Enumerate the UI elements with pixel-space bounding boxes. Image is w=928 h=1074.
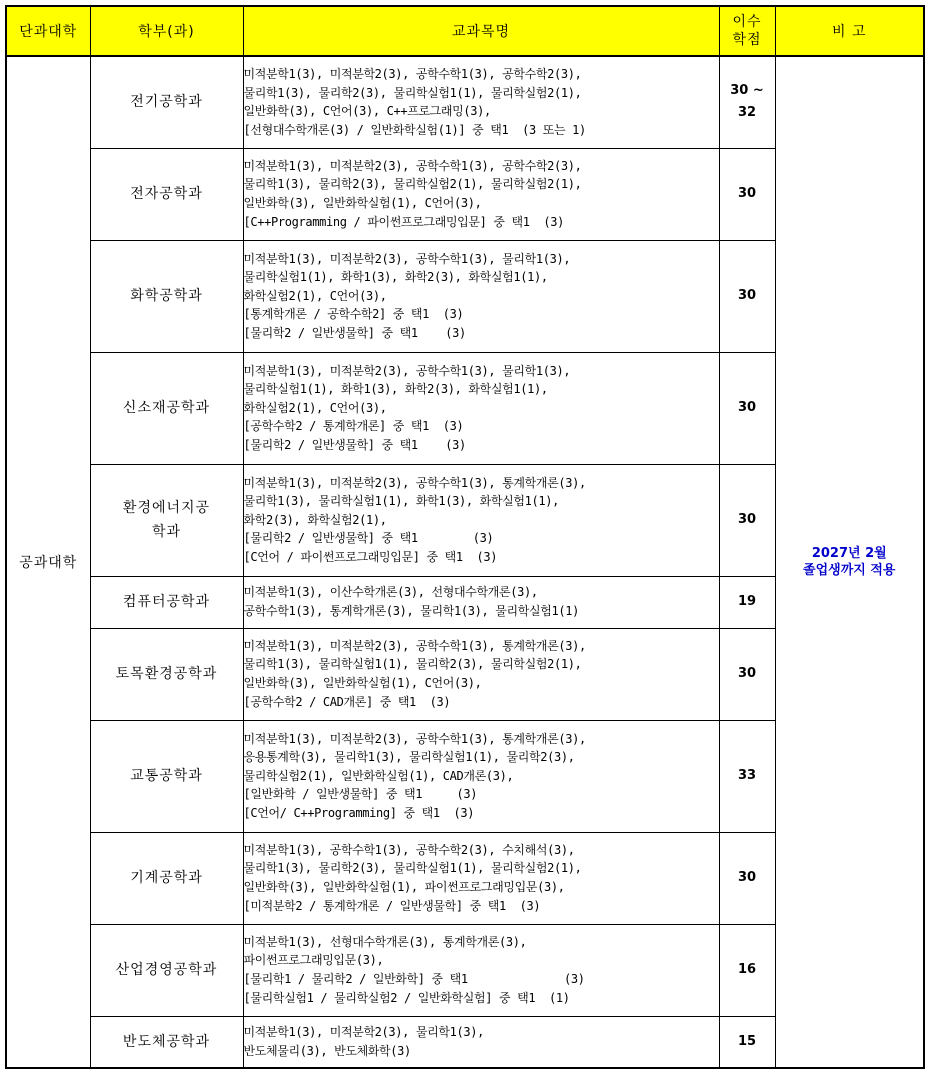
course-line: 미적분학1(3), 미적분학2(3), 물리학1(3), — [243, 1025, 485, 1040]
course-line: 파이썬프로그래밍입문(3), — [243, 953, 384, 968]
department-cell — [90, 56, 243, 148]
course-line: 물리학1(3), 물리학실험1(1), 물리학2(3), 물리학실험2(1), — [243, 657, 582, 672]
table-row — [6, 56, 924, 148]
department-name: 컴퓨터공학과 — [122, 594, 211, 610]
header-credits-line2: 학점 — [732, 32, 762, 48]
course-line: 화학실험2(1), C언어(3), — [243, 400, 387, 415]
course-line: 일반화학(3), 일반화학실험(1), C언어(3), — [243, 196, 482, 210]
header-department: 학부(과) — [90, 6, 243, 56]
header-courses: 교과목명 — [243, 6, 719, 56]
course-line: [C++Programming / 파이썬프로그래밍입문] 중 택1 (3) — [243, 214, 565, 229]
course-line: [C언어/ C++Programming] 중 택1 (3) — [243, 805, 475, 820]
course-line: 미적분학1(3), 미적분학2(3), 공학수학1(3), 물리학1(3), — [243, 251, 571, 266]
credits-cell — [719, 1016, 775, 1068]
course-line: 미적분학1(3), 미적분학2(3), 공학수학1(3), 공학수학2(3), — [243, 158, 582, 173]
course-line: [일반화학 / 일반생물학] 중 택1 (3) — [243, 787, 478, 802]
header-row — [6, 6, 924, 56]
credits-value: 30 — [737, 186, 757, 201]
credits-value: 30 — [737, 870, 757, 885]
course-line: 일반화학(3), 일반화학실험(1), C언어(3), — [243, 676, 482, 690]
credits-cell — [719, 720, 775, 832]
credits-cell — [719, 832, 775, 924]
department-cell — [90, 148, 243, 240]
course-line: 물리학실험1(1), 화학1(3), 화학2(3), 화학실험1(1), — [243, 270, 548, 285]
department-name: 기계공학과 — [130, 870, 203, 886]
header-credits-line1: 이수 — [732, 14, 762, 30]
courses-cell — [243, 352, 719, 464]
header-college: 단과대학 — [6, 6, 90, 56]
college-cell: 공과대학 — [6, 56, 90, 1068]
course-line: [물리학2 / 일반생물학] 중 택1 (3) — [243, 531, 494, 546]
course-line: [통계학개론 / 공학수학2] 중 택1 (3) — [243, 307, 464, 322]
note-cell — [775, 56, 924, 1068]
department-cell — [90, 464, 243, 576]
department-name: 전자공학과 — [130, 186, 203, 202]
course-line: [물리학1 / 물리학2 / 일반화학] 중 택1 (3) — [243, 972, 585, 986]
course-line: [선형대수학개론(3) / 일반화학실험(1)] 중 택1 (3 또는 1) — [243, 122, 586, 137]
courses-cell — [243, 1016, 719, 1068]
course-line: 일반화학(3), 일반화학실험(1), 파이썬프로그래밍입문(3), — [243, 880, 565, 894]
department-cell — [90, 720, 243, 832]
credits-value: 30 — [737, 666, 757, 681]
course-line: [물리학실험1 / 물리학실험2 / 일반화학실험] 중 택1 (1) — [243, 990, 570, 1005]
course-line: [미적분학2 / 통계학개론 / 일반생물학] 중 택1 (3) — [243, 898, 541, 913]
department-cell — [90, 628, 243, 720]
credits-cell — [719, 924, 775, 1016]
header-note: 비 고 — [775, 6, 924, 56]
course-line: 미적분학1(3), 미적분학2(3), 공학수학1(3), 통계학개론(3), — [243, 731, 586, 746]
credits-value: 30 — [737, 400, 757, 415]
course-line: 화학2(3), 화학실험2(1), — [243, 512, 387, 527]
courses-cell — [243, 924, 719, 1016]
course-line: 물리학실험2(1), 일반화학실험(1), CAD개론(3), — [243, 768, 514, 783]
course-line: 미적분학1(3), 미적분학2(3), 공학수학1(3), 공학수학2(3), — [243, 67, 582, 82]
courses-cell — [243, 628, 719, 720]
department-name: 토목환경공학과 — [115, 666, 218, 682]
department-cell — [90, 576, 243, 628]
course-line: 물리학실험1(1), 화학1(3), 화학2(3), 화학실험1(1), — [243, 382, 548, 397]
course-line: 일반화학(3), C언어(3), C++프로그래밍(3), — [243, 104, 491, 119]
courses-cell — [243, 720, 719, 832]
courses-cell — [243, 832, 719, 924]
course-line: 응용통계학(3), 물리학1(3), 물리학실험1(1), 물리학2(3), — [243, 750, 575, 765]
department-cell — [90, 240, 243, 352]
course-line: [C언어 / 파이썬프로그래밍입문] 중 택1 (3) — [243, 549, 498, 564]
courses-cell — [243, 56, 719, 148]
credits-cell — [719, 628, 775, 720]
department-name: 전기공학과 — [130, 94, 203, 111]
department-name: 환경에너지공 — [122, 500, 211, 516]
course-line: 미적분학1(3), 미적분학2(3), 공학수학1(3), 통계학개론(3), — [243, 638, 586, 653]
department-name: 산업경영공학과 — [115, 962, 218, 978]
note-line: 2027년 2월 — [811, 546, 887, 561]
table-body — [6, 56, 924, 1068]
course-line: [물리학2 / 일반생물학] 중 택1 (3) — [243, 325, 466, 340]
credits-value: 16 — [737, 962, 757, 977]
credits-value: 19 — [737, 594, 757, 609]
department-name: 화학공학과 — [130, 288, 203, 304]
course-line: [공학수학2 / 통계학개론] 중 택1 (3) — [243, 419, 464, 434]
course-line: 미적분학1(3), 미적분학2(3), 공학수학1(3), 통계학개론(3), — [243, 475, 586, 490]
course-line: 미적분학1(3), 공학수학1(3), 공학수학2(3), 수치해석(3), — [243, 842, 575, 857]
course-line: 화학실험2(1), C언어(3), — [243, 288, 387, 303]
course-line: 미적분학1(3), 이산수학개론(3), 선형대수학개론(3), — [243, 585, 538, 600]
note-line: 졸업생까지 적용 — [803, 563, 896, 578]
courses-cell — [243, 576, 719, 628]
credits-cell — [719, 352, 775, 464]
course-line: 물리학1(3), 물리학2(3), 물리학실험2(1), 물리학실험2(1), — [243, 177, 582, 192]
department-cell — [90, 1016, 243, 1068]
credits-cell — [719, 464, 775, 576]
credits-cell — [719, 148, 775, 240]
course-line: [물리학2 / 일반생물학] 중 택1 (3) — [243, 437, 466, 452]
course-line: 물리학1(3), 물리학2(3), 물리학실험1(1), 물리학실험2(1), — [243, 861, 582, 876]
credits-value: 30 ~ — [730, 83, 764, 99]
course-line: 미적분학1(3), 선형대수학개론(3), 통계학개론(3), — [243, 934, 527, 949]
department-name: 반도체공학과 — [122, 1033, 211, 1050]
course-line: 반도체물리(3), 반도체화학(3) — [243, 1043, 411, 1058]
credits-value: 30 — [737, 512, 757, 527]
credits-value: 33 — [737, 768, 757, 783]
credits-value: 30 — [737, 288, 757, 303]
course-line: 공학수학1(3), 통계학개론(3), 물리학1(3), 물리학실험1(1) — [243, 604, 579, 618]
course-line: [공학수학2 / CAD개론] 중 택1 (3) — [243, 694, 451, 709]
courses-cell — [243, 148, 719, 240]
course-line: 물리학1(3), 물리학실험1(1), 화학1(3), 화학실험1(1), — [243, 494, 560, 509]
courses-cell — [243, 464, 719, 576]
department-cell — [90, 832, 243, 924]
department-name: 학과 — [151, 524, 182, 540]
header-credits — [719, 6, 775, 56]
department-name: 신소재공학과 — [122, 400, 211, 416]
credits-value: 32 — [737, 105, 757, 121]
credits-cell — [719, 576, 775, 628]
courses-cell — [243, 240, 719, 352]
curriculum-table — [5, 5, 925, 1069]
credits-cell — [719, 56, 775, 148]
course-line: 물리학1(3), 물리학2(3), 물리학실험1(1), 물리학실험2(1), — [243, 85, 582, 100]
credits-cell — [719, 240, 775, 352]
credits-value: 15 — [737, 1033, 757, 1049]
department-name: 교통공학과 — [130, 768, 203, 784]
department-cell — [90, 924, 243, 1016]
department-cell — [90, 352, 243, 464]
course-line: 미적분학1(3), 미적분학2(3), 공학수학1(3), 물리학1(3), — [243, 363, 571, 378]
